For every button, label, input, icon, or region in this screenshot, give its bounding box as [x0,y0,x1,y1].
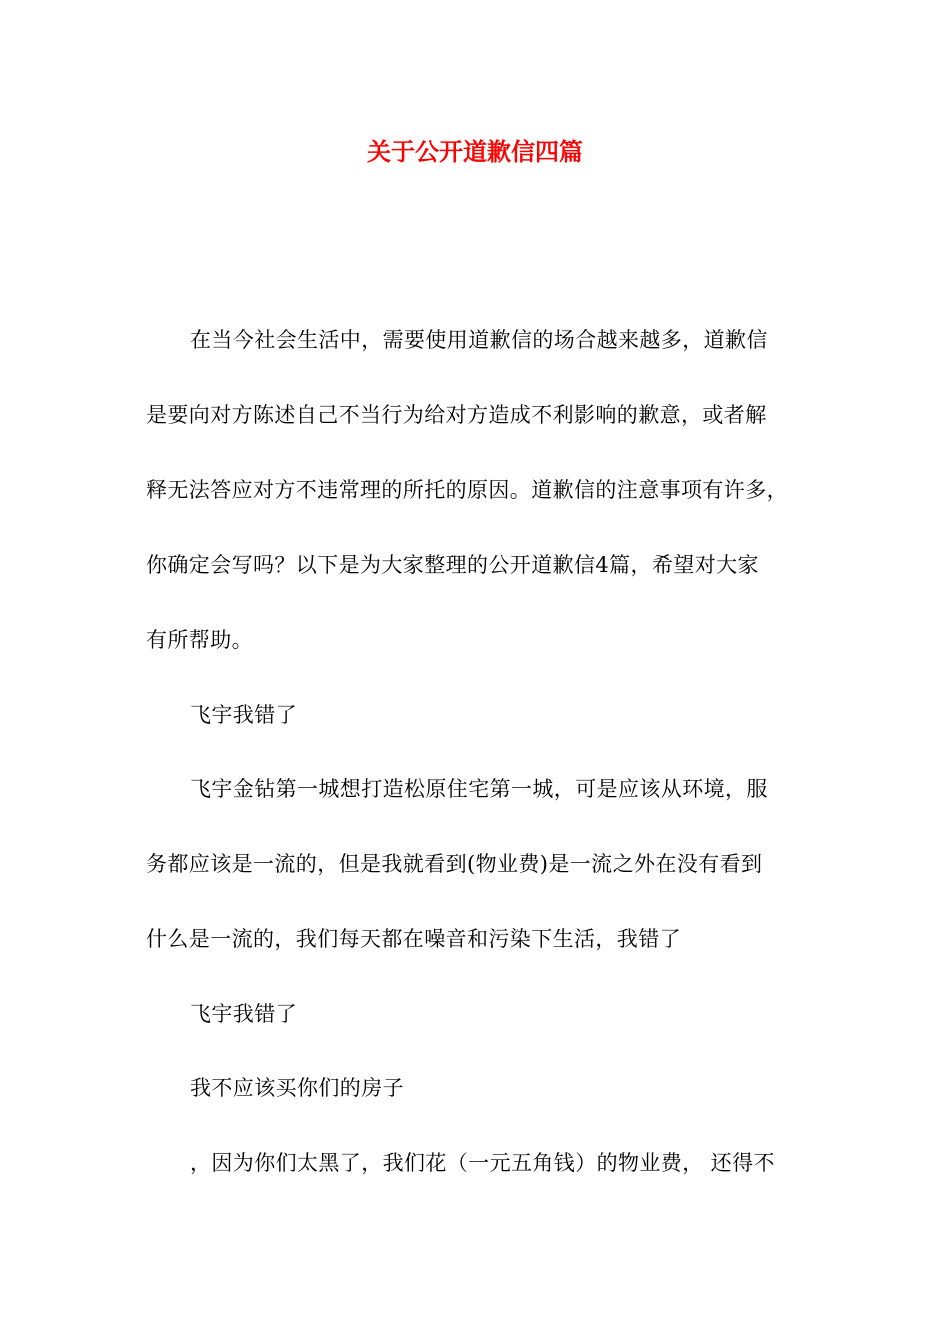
paragraph-line: 我不应该买你们的房子 [190,1076,404,1100]
paragraph-line: 飞宇金钻第一城想打造松原住宅第一城，可是应该从环境，服 [190,777,768,801]
paragraph-line: 你确定会写吗？以下是为大家整理的公开道歉信4篇，希望对大家 [146,553,759,577]
paragraph-line: 飞宇我错了 [190,1002,297,1026]
paragraph-line: ，因为你们太黑了，我们花（一元五角钱）的物业费， 还得不 [190,1151,775,1175]
paragraph-line: 是要向对方陈述自己不当行为给对方造成不利影响的歉意，或者解 [146,403,767,427]
paragraph-line: 有所帮助。 [146,628,253,652]
document-title: 关于公开道歉信四篇 [367,137,583,166]
paragraph-line: 在当今社会生活中，需要使用道歉信的场合越来越多，道歉信 [190,328,768,352]
paragraph-line: 释无法答应对方不违常理的所托的原因。道歉信的注意事项有许多， [146,478,788,502]
paragraph-line: 务都应该是一流的，但是我就看到(物业费)是一流之外在没有看到 [146,852,763,876]
paragraph-line: 什么是一流的，我们每天都在噪音和污染下生活，我错了 [146,927,681,951]
paragraph-line: 飞宇我错了 [190,703,297,727]
